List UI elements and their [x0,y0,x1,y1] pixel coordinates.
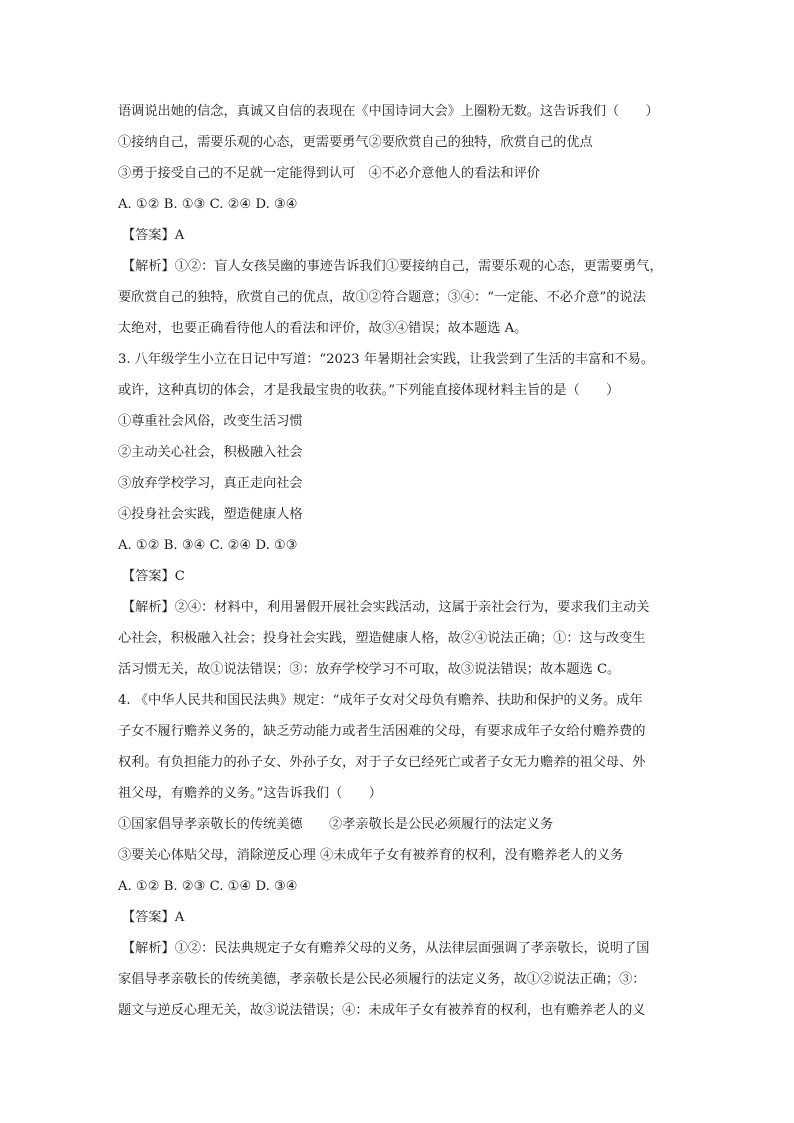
analysis-line: 【解析】②④：材料中，利用暑假开展社会实践活动，这属于亲社会行为，要求我们主动关 [122,600,650,615]
question-line: 3. 八年级学生小立在日记中写道：“2023 年暑期社会实践，让我尝到了生活的丰富和不易。 [118,352,655,367]
analysis-line: 要欣赏自己的独特，欣赏自己的优点，故①②符合题意；③④：“一定能、不必介意”的说法 [118,290,646,305]
document-page [118,96,690,1026]
analysis-line: 家倡导孝亲敬长的传统美德，孝亲敬长是公民必须履行的法定义务，故①②说法正确；③： [118,972,646,987]
option-line: ①国家倡导孝亲敬长的传统美德 ②孝亲敬长是公民必须履行的法定义务 [118,817,554,832]
question-line: 4. 《中华人民共和国民法典》规定：“成年子女对父母负有赡养、扶助和保护的义务。成年 [118,693,643,708]
answer-line: 【答案】A [122,910,185,925]
analysis-line: 题文与逆反心理无关，故③说法错误；④：未成年子女有被养育的权利，也有赡养老人的义 [118,1003,646,1018]
option-line: ②主动关心社会，积极融入社会 [118,445,303,460]
question-line: 或许，这种真切的体会，才是我最宝贵的收获。”下列能直接体现材料主旨的是（ ） [118,383,620,398]
answer-line: 【答案】A [122,228,185,243]
analysis-line: 心社会，积极融入社会；投身社会实践，塑造健康人格，故②④说法正确；①：这与改变生 [118,631,646,646]
option-line: ①接纳自己，需要乐观的心态，更需要勇气②要欣赏自己的独特，欣赏自己的优点 [118,135,593,150]
analysis-line: 太绝对，也要正确看待他人的看法和评价，故③④错误；故本题选 A。 [118,321,528,336]
answer-line: 【答案】C [122,569,185,584]
analysis-line: 活习惯无关，故①说法错误；③：放弃学校学习不可取，故③说法错误；故本题选 C。 [118,662,621,677]
text-line: 语调说出她的信念，真诚又自信的表现在《中国诗词大会》上圈粉无数。这告诉我们（ ） [118,104,659,119]
choice-line: A. ①② B. ③④ C. ②④ D. ①③ [118,538,298,553]
analysis-line: 【解析】①②：盲人女孩吴幽的事迹告诉我们①要接纳自己，需要乐观的心态，更需要勇气， [122,259,663,274]
option-line: ④投身社会实践，塑造健康人格 [118,507,303,522]
analysis-line: 【解析】①②：民法典规定子女有赡养父母的义务，从法律层面强调了孝亲敬长，说明了国 [122,941,650,956]
question-line: 祖父母，有赡养的义务。”这告诉我们（ ） [118,786,382,801]
question-line: 子女不履行赡养义务的，缺乏劳动能力或者生活困难的父母，有要求成年子女给付赡养费的 [118,724,646,739]
choice-line: A. ①② B. ①③ C. ②④ D. ③④ [118,197,298,212]
option-line: ③勇于接受自己的不足就一定能得到认可 ④不必介意他人的看法和评价 [118,166,540,181]
choice-line: A. ①② B. ②③ C. ①④ D. ③④ [118,879,298,894]
question-line: 权利。有负担能力的孙子女、外孙子女，对于子女已经死亡或者子女无力赡养的祖父母、外 [118,755,646,770]
option-line: ①尊重社会风俗，改变生活习惯 [118,414,303,429]
option-line: ③放弃学校学习，真正走向社会 [118,476,303,491]
option-line: ③要关心体贴父母，消除逆反心理 ④未成年子女有被养育的权利，没有赡养老人的义务 [118,848,624,863]
